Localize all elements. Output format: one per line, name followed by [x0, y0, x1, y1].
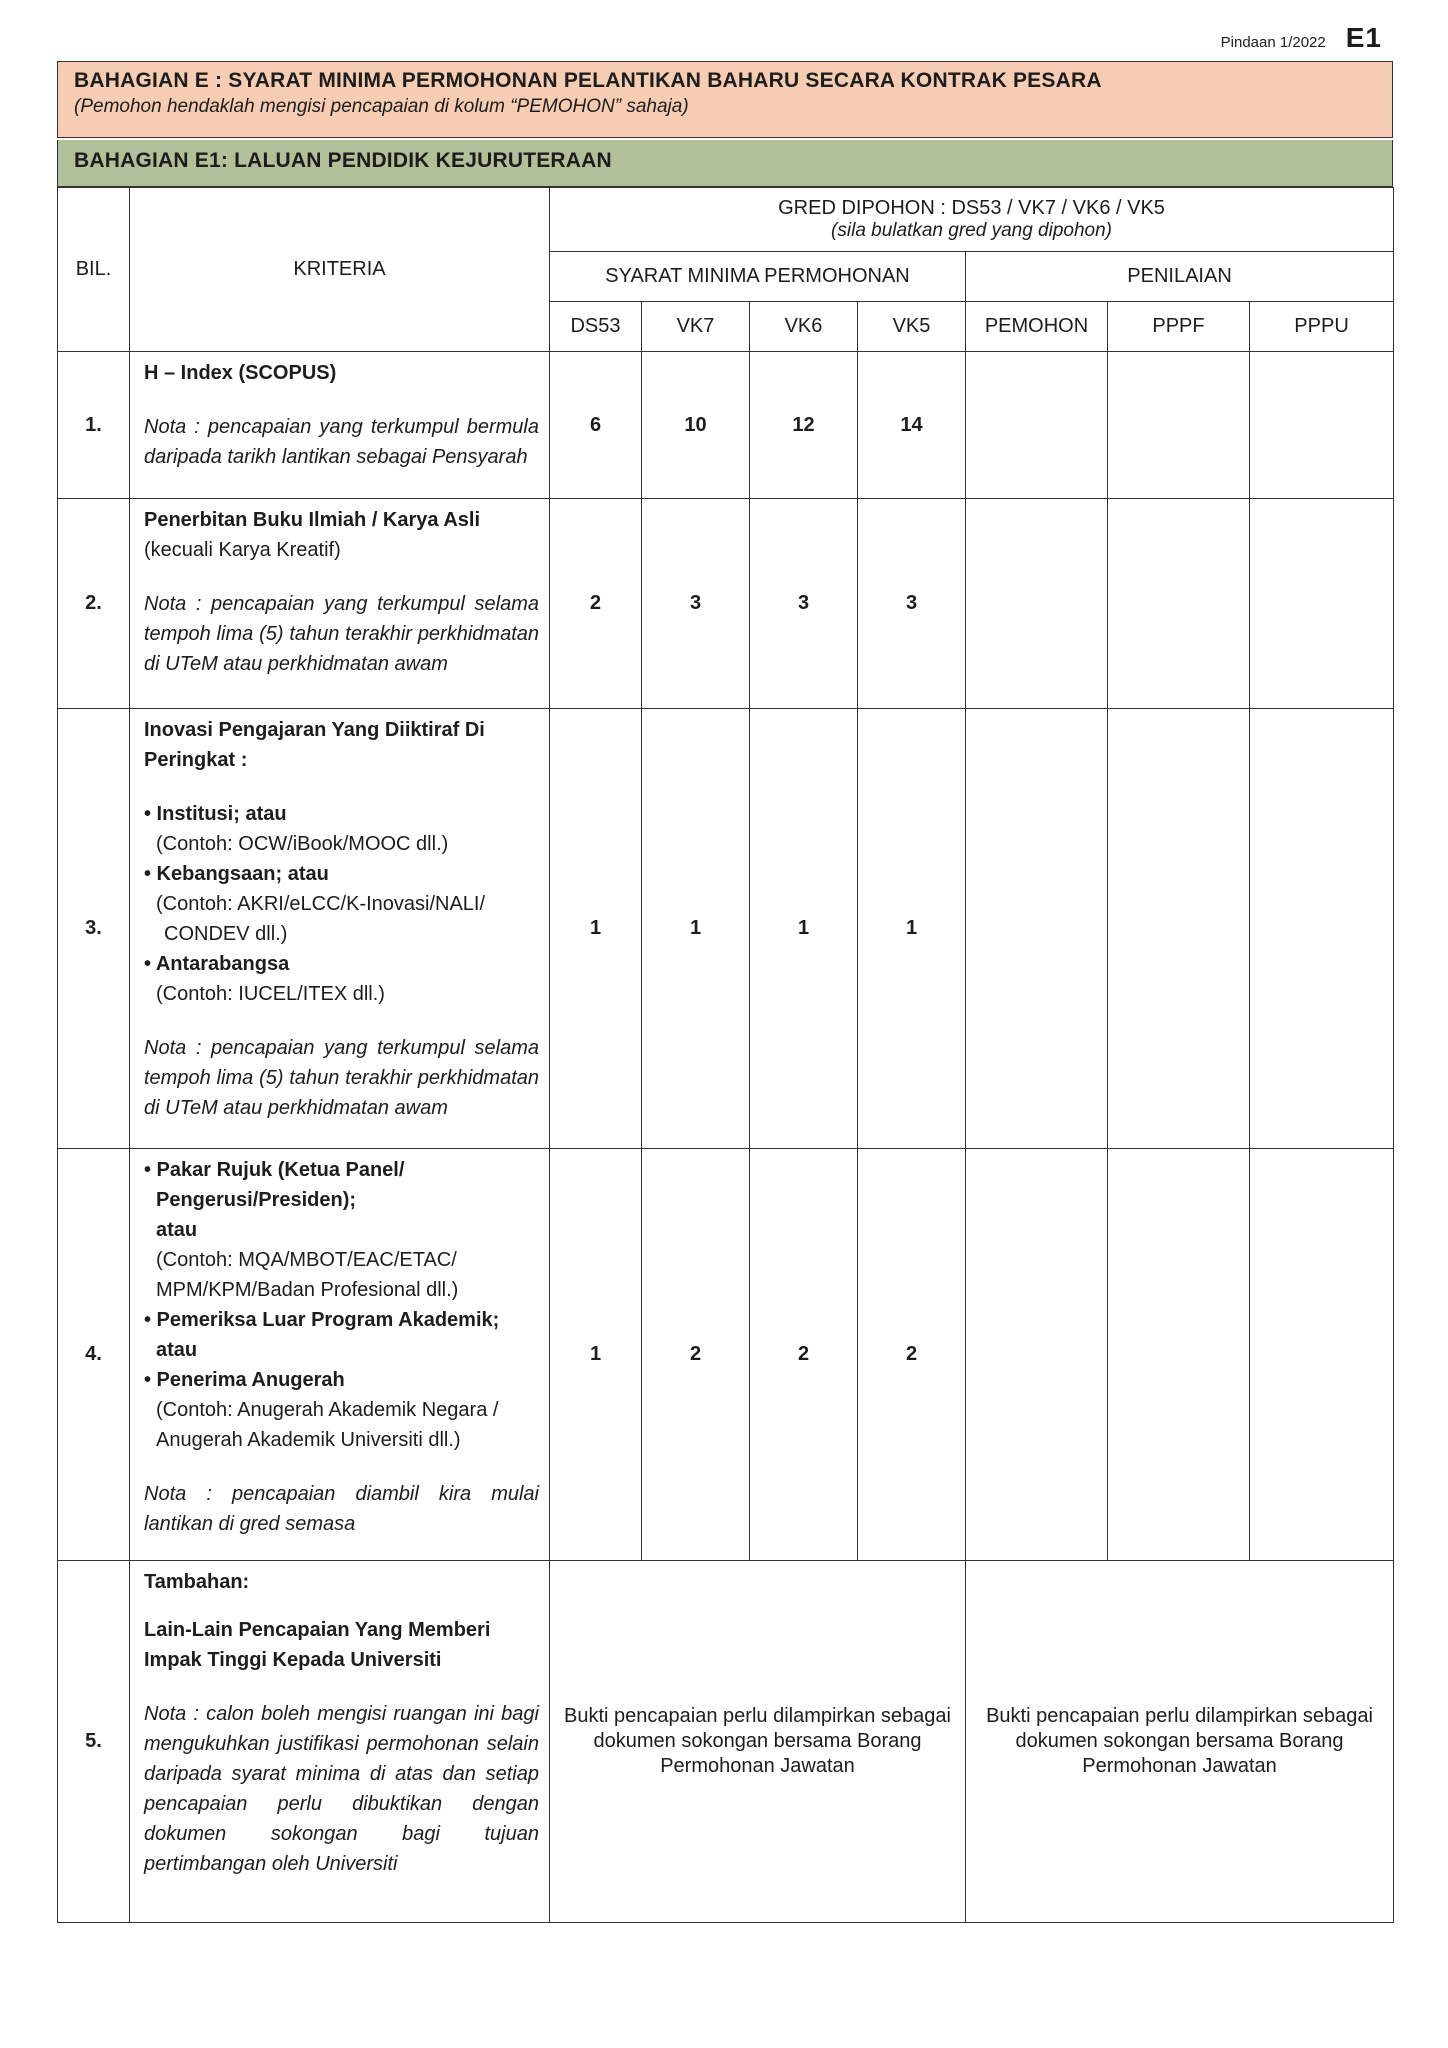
criteria-subtitle: (kecuali Karya Kreatif): [144, 539, 341, 561]
grade-col-vk5: VK5: [858, 302, 966, 352]
criteria-cell: [130, 1561, 550, 1923]
requirement-vk6: 1: [750, 709, 858, 1149]
criteria-example: MPM/KPM/Badan Profesional dll.): [156, 1279, 459, 1301]
criteria-example: (Contoh: MQA/MBOT/EAC/ETAC/: [156, 1249, 457, 1271]
requirement-vk6: 3: [750, 499, 858, 709]
criteria-bullet: • Institusi; atau: [144, 803, 287, 825]
criteria-title: Inovasi Pengajaran Yang Diiktiraf Di Peringkat :: [144, 719, 485, 771]
grade-header: [550, 188, 1394, 252]
row-number: 2.: [58, 499, 130, 709]
table-row: [58, 709, 1394, 1149]
subsection-title: BAHAGIAN E1: LALUAN PENDIDIK KEJURUTERAAN: [74, 149, 612, 172]
pppu-input-cell[interactable]: [1250, 709, 1394, 1149]
grade-col-vk7: VK7: [642, 302, 750, 352]
requirement-ds53: 1: [550, 1149, 642, 1561]
criteria-example: (Contoh: Anugerah Akademik Negara /: [156, 1399, 499, 1421]
pppf-input-cell[interactable]: [1108, 709, 1250, 1149]
criteria-example: CONDEV dll.): [164, 923, 288, 945]
revision-label: Pindaan 1/2022: [1220, 34, 1326, 51]
page-code: E1: [1345, 22, 1382, 53]
requirement-vk5: 3: [858, 499, 966, 709]
grade-col-ds53: DS53: [550, 302, 642, 352]
criteria-bullet: • Pemeriksa Luar Program Akademik;: [144, 1309, 500, 1331]
criteria-bullet-cont: atau: [156, 1339, 198, 1361]
criteria-cell: [130, 709, 550, 1149]
criteria-bullet: • Penerima Anugerah: [144, 1369, 345, 1391]
criteria-subtitle: Lain-Lain Pencapaian Yang Memberi Impak Tinggi Kepada Universiti: [144, 1619, 491, 1671]
criteria-title: H – Index (SCOPUS): [144, 362, 337, 384]
pemohon-input-cell[interactable]: [966, 709, 1108, 1149]
requirement-vk7: 2: [642, 1149, 750, 1561]
criteria-bullet-cont: Pengerusi/Presiden);: [156, 1189, 357, 1211]
requirement-ds53: 1: [550, 709, 642, 1149]
assessor-col-pppf: PPPF: [1108, 302, 1250, 352]
criteria-bullet: • Pakar Rujuk (Ketua Panel/: [144, 1159, 405, 1181]
grade-title: GRED DIPOHON : DS53 / VK7 / VK6 / VK5: [778, 197, 1165, 219]
requirement-vk5: 2: [858, 1149, 966, 1561]
pemohon-input-cell[interactable]: [966, 499, 1108, 709]
kriteria-header: KRITERIA: [130, 188, 550, 352]
table-row: [58, 1149, 1394, 1561]
pppf-input-cell[interactable]: [1108, 499, 1250, 709]
criteria-note: Nota : pencapaian yang terkumpul selama tempoh lima (5) tahun terakhir perkhidmatan di UTeM atau perkhidmatan awam: [144, 593, 539, 675]
row-number: 5.: [58, 1561, 130, 1923]
criteria-title: Tambahan:: [144, 1571, 250, 1593]
requirement-vk6: 2: [750, 1149, 858, 1561]
evidence-note-penilaian: Bukti pencapaian perlu dilampirkan sebagai dokumen sokongan bersama Borang Permohonan Jawatan: [966, 1561, 1394, 1923]
criteria-example: Anugerah Akademik Universiti dll.): [156, 1429, 461, 1451]
requirement-ds53: 2: [550, 499, 642, 709]
subsection-header: [57, 140, 1393, 187]
assessor-col-pemohon: PEMOHON: [966, 302, 1108, 352]
requirement-vk6: 12: [750, 352, 858, 499]
table-row: [58, 499, 1394, 709]
row-number: 3.: [58, 709, 130, 1149]
criteria-cell: [130, 499, 550, 709]
criteria-note: Nota : pencapaian yang terkumpul bermula daripada tarikh lantikan sebagai Pensyarah: [144, 416, 539, 468]
requirement-vk7: 10: [642, 352, 750, 499]
criteria-note: Nota : pencapaian yang terkumpul selama tempoh lima (5) tahun terakhir perkhidmatan di UTeM atau perkhidmatan awam: [144, 1037, 539, 1119]
criteria-note: Nota : pencapaian diambil kira mulai lantikan di gred semasa: [144, 1483, 539, 1535]
row-number: 4.: [58, 1149, 130, 1561]
syarat-header: SYARAT MINIMA PERMOHONAN: [550, 252, 966, 302]
criteria-table: [57, 187, 1394, 1923]
pppf-input-cell[interactable]: [1108, 352, 1250, 499]
row-number: 1.: [58, 352, 130, 499]
criteria-bullet-cont: atau: [156, 1219, 198, 1241]
requirement-vk7: 3: [642, 499, 750, 709]
criteria-cell: [130, 1149, 550, 1561]
penilaian-header: PENILAIAN: [966, 252, 1394, 302]
criteria-bullet: • Kebangsaan; atau: [144, 863, 329, 885]
criteria-example: (Contoh: IUCEL/ITEX dll.): [156, 983, 385, 1005]
requirement-vk5: 1: [858, 709, 966, 1149]
criteria-note: Nota : calon boleh mengisi ruangan ini bagi mengukuhkan justifikasi permohonan selain daripada syarat minima di atas dan setiap pencapaian perlu dibuktikan dengan dokumen sokongan bagi tujuan pertimbangan oleh Universiti: [144, 1703, 539, 1875]
bil-header: BIL.: [58, 188, 130, 352]
section-title: BAHAGIAN E : SYARAT MINIMA PERMOHONAN PELANTIKAN BAHARU SECARA KONTRAK PESARA: [74, 69, 1102, 92]
pppf-input-cell[interactable]: [1108, 1149, 1250, 1561]
criteria-example: (Contoh: AKRI/eLCC/K-Inovasi/NALI/: [156, 893, 486, 915]
criteria-example: (Contoh: OCW/iBook/MOOC dll.): [156, 833, 449, 855]
table-row: [58, 1561, 1394, 1923]
pppu-input-cell[interactable]: [1250, 1149, 1394, 1561]
pppu-input-cell[interactable]: [1250, 352, 1394, 499]
criteria-bullet: • Antarabangsa: [144, 953, 290, 975]
requirement-vk5: 14: [858, 352, 966, 499]
assessor-col-pppu: PPPU: [1250, 302, 1394, 352]
page-header: [1221, 22, 1382, 54]
criteria-title: Penerbitan Buku Ilmiah / Karya Asli: [144, 509, 481, 531]
criteria-cell: [130, 352, 550, 499]
section-instruction: (Pemohon hendaklah mengisi pencapaian di kolum “PEMOHON” sahaja): [74, 96, 689, 117]
pemohon-input-cell[interactable]: [966, 1149, 1108, 1561]
pppu-input-cell[interactable]: [1250, 499, 1394, 709]
section-header: [57, 61, 1393, 138]
pemohon-input-cell[interactable]: [966, 352, 1108, 499]
grade-subtitle: (sila bulatkan gred yang dipohon): [831, 220, 1113, 241]
evidence-note-syarat: Bukti pencapaian perlu dilampirkan sebagai dokumen sokongan bersama Borang Permohonan Jawatan: [550, 1561, 966, 1923]
requirement-vk7: 1: [642, 709, 750, 1149]
table-row: [58, 352, 1394, 499]
requirement-ds53: 6: [550, 352, 642, 499]
grade-col-vk6: VK6: [750, 302, 858, 352]
